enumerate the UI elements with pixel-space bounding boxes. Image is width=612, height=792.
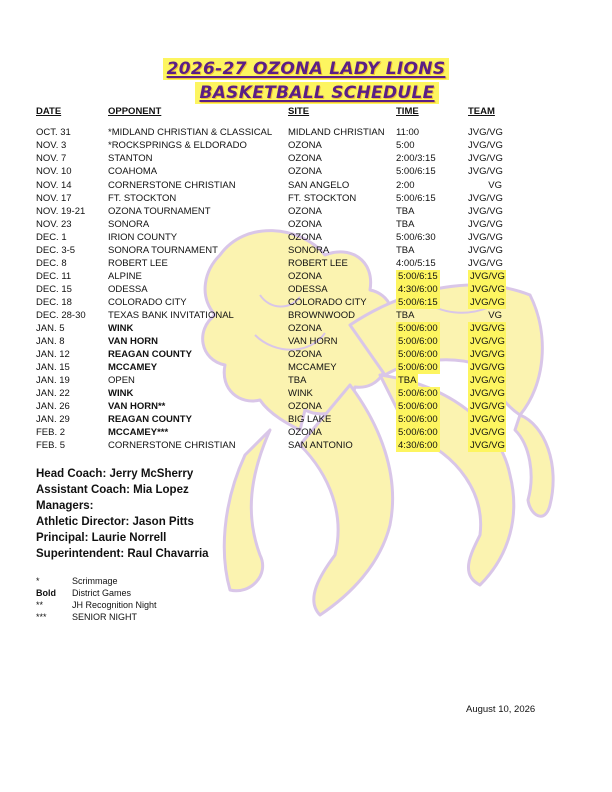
cell-time: TBA <box>396 219 415 230</box>
staff-line: Head Coach: Jerry McSherry <box>36 468 194 480</box>
cell-team: JVG/VG <box>468 153 503 164</box>
cell-site: MIDLAND CHRISTIAN <box>288 127 385 138</box>
table-row <box>0 413 612 426</box>
cell-time: 5:00/6:00 <box>398 362 438 373</box>
staff-line: Principal: Laurie Norrell <box>36 532 167 544</box>
cell-site: OZONA <box>288 140 322 151</box>
cell-time: 11:00 <box>396 127 420 138</box>
cell-opponent: WINK <box>108 323 134 334</box>
title-line-2: BASKETBALL SCHEDULE <box>195 82 438 104</box>
cell-team: JVG/VG <box>468 193 503 204</box>
cell-date: DEC. 18 <box>36 297 72 308</box>
cell-opponent: IRION COUNTY <box>108 232 178 243</box>
footer-date: August 10, 2026 <box>466 704 536 715</box>
cell-site: BIG LAKE <box>288 414 332 425</box>
cell-date: JAN. 5 <box>36 323 65 334</box>
cell-opponent: MCCAMEY*** <box>108 427 169 438</box>
cell-team: JVG/VG <box>470 297 505 308</box>
cell-time: TBA <box>396 206 415 217</box>
table-row <box>0 126 612 139</box>
cell-site: ROBERT LEE <box>288 258 348 269</box>
cell-time: 2:00 <box>396 180 415 191</box>
cell-opponent: ROBERT LEE <box>108 258 168 269</box>
cell-team: JVG/VG <box>470 323 505 334</box>
cell-opponent: OPEN <box>108 375 135 386</box>
cell-opponent: REAGAN COUNTY <box>108 349 192 360</box>
cell-opponent: STANTON <box>108 153 153 164</box>
cell-time: 5:00/6:15 <box>396 193 436 204</box>
cell-site: VAN HORN <box>288 336 338 347</box>
cell-date: JAN. 12 <box>36 349 70 360</box>
cell-team: JVG/VG <box>468 140 503 151</box>
cell-opponent: ODESSA <box>108 284 148 295</box>
cell-team: JVG/VG <box>470 414 505 425</box>
cell-site: TBA <box>288 375 307 386</box>
cell-date: JAN. 29 <box>36 414 70 425</box>
cell-date: JAN. 15 <box>36 362 70 373</box>
cell-date: NOV. 3 <box>36 140 67 151</box>
cell-opponent: COLORADO CITY <box>108 297 187 308</box>
cell-time: 5:00/6:30 <box>396 232 436 243</box>
title-line-1: 2026-27 OZONA LADY LIONS <box>163 58 450 80</box>
cell-time: 4:30/6:00 <box>398 284 438 295</box>
staff-list <box>36 466 209 562</box>
table-row <box>0 139 612 152</box>
cell-site: COLORADO CITY <box>288 297 367 308</box>
cell-time: 5:00/6:00 <box>398 414 438 425</box>
cell-time: 5:00/6:00 <box>398 401 438 412</box>
cell-date: OCT. 31 <box>36 127 71 138</box>
cell-date: NOV. 14 <box>36 180 72 191</box>
legend-description: Scrimmage <box>72 576 118 586</box>
cell-team: VG <box>488 180 502 191</box>
table-row <box>0 192 612 205</box>
cell-time: TBA <box>396 310 415 321</box>
schedule-table <box>0 126 612 452</box>
cell-opponent: CORNERSTONE CHRISTIAN <box>108 440 236 451</box>
cell-team: JVG/VG <box>470 271 505 282</box>
cell-date: FEB. 2 <box>36 427 66 438</box>
cell-time: 4:30/6:00 <box>398 440 438 451</box>
legend-symbol: ** <box>36 600 44 610</box>
cell-team: JVG/VG <box>470 336 505 347</box>
cell-team: JVG/VG <box>468 206 503 217</box>
cell-opponent: CORNERSTONE CHRISTIAN <box>108 180 236 191</box>
cell-opponent: FT. STOCKTON <box>108 193 177 204</box>
cell-opponent: VAN HORN** <box>108 401 166 412</box>
cell-team: JVG/VG <box>470 349 505 360</box>
cell-team: JVG/VG <box>470 362 505 373</box>
header-team: TEAM <box>468 106 495 117</box>
cell-team: JVG/VG <box>468 232 503 243</box>
table-row <box>0 322 612 335</box>
cell-team: JVG/VG <box>468 219 503 230</box>
cell-date: DEC. 8 <box>36 258 67 269</box>
cell-opponent: TEXAS BANK INVITATIONAL <box>108 310 234 321</box>
cell-opponent: MCCAMEY <box>108 362 158 373</box>
cell-date: NOV. 10 <box>36 166 72 177</box>
cell-team: JVG/VG <box>470 401 505 412</box>
legend-symbol: * <box>36 576 40 586</box>
cell-site: ODESSA <box>288 284 328 295</box>
table-row <box>0 152 612 165</box>
table-row <box>0 374 612 387</box>
cell-date: NOV. 23 <box>36 219 72 230</box>
table-row <box>0 387 612 400</box>
cell-site: OZONA <box>288 349 322 360</box>
header-time: TIME <box>396 106 419 117</box>
staff-line: Managers: <box>36 500 94 512</box>
cell-opponent: *MIDLAND CHRISTIAN & CLASSICAL <box>108 127 273 138</box>
header-opponent: OPPONENT <box>108 106 162 117</box>
cell-date: DEC. 1 <box>36 232 67 243</box>
cell-team: VG <box>488 310 502 321</box>
cell-opponent: SONORA TOURNAMENT <box>108 245 218 256</box>
cell-site: OZONA <box>288 166 322 177</box>
table-row <box>0 205 612 218</box>
legend-symbol: Bold <box>36 588 56 598</box>
cell-date: DEC. 3-5 <box>36 245 76 256</box>
table-row <box>0 400 612 413</box>
cell-site: OZONA <box>288 232 322 243</box>
table-row <box>0 283 612 296</box>
table-row <box>0 179 612 192</box>
cell-time: 5:00/6:15 <box>396 166 436 177</box>
cell-date: FEB. 5 <box>36 440 66 451</box>
cell-site: OZONA <box>288 271 322 282</box>
cell-time: TBA <box>396 245 415 256</box>
legend-description: SENIOR NIGHT <box>72 612 138 622</box>
table-row <box>0 426 612 439</box>
legend-description: District Games <box>72 588 132 598</box>
cell-time: 5:00/6:00 <box>398 323 438 334</box>
cell-time: 5:00/6:15 <box>398 297 438 308</box>
table-row <box>0 231 612 244</box>
cell-site: MCCAMEY <box>288 362 337 373</box>
cell-site: OZONA <box>288 401 322 412</box>
cell-site: OZONA <box>288 206 322 217</box>
cell-date: JAN. 26 <box>36 401 70 412</box>
staff-line: Assistant Coach: Mia Lopez <box>36 484 189 496</box>
cell-site: SONORA <box>288 245 330 256</box>
table-row <box>0 348 612 361</box>
cell-site: SAN ANTONIO <box>288 440 353 451</box>
cell-time: 4:00/5:15 <box>396 258 436 269</box>
schedule-title <box>0 58 612 104</box>
cell-team: JVG/VG <box>470 440 505 451</box>
cell-opponent: OZONA TOURNAMENT <box>108 206 211 217</box>
table-row <box>0 296 612 309</box>
cell-site: WINK <box>288 388 313 399</box>
cell-opponent: REAGAN COUNTY <box>108 414 192 425</box>
cell-time: 5:00/6:15 <box>398 271 438 282</box>
cell-time: 5:00 <box>396 140 415 151</box>
cell-opponent: WINK <box>108 388 134 399</box>
cell-date: JAN. 22 <box>36 388 70 399</box>
table-row <box>0 165 612 178</box>
table-row <box>0 335 612 348</box>
table-row <box>0 218 612 231</box>
cell-date: JAN. 19 <box>36 375 70 386</box>
header-site: SITE <box>288 106 310 117</box>
cell-team: JVG/VG <box>468 127 503 138</box>
cell-site: OZONA <box>288 427 322 438</box>
cell-site: OZONA <box>288 153 322 164</box>
table-row <box>0 270 612 283</box>
cell-date: JAN. 8 <box>36 336 65 347</box>
table-row <box>0 257 612 270</box>
cell-team: JVG/VG <box>468 258 503 269</box>
table-row <box>0 309 612 322</box>
cell-site: SAN ANGELO <box>288 180 350 191</box>
cell-opponent: COAHOMA <box>108 166 158 177</box>
cell-site: OZONA <box>288 219 322 230</box>
legend-description: JH Recognition Night <box>72 600 157 610</box>
cell-team: JVG/VG <box>470 284 505 295</box>
cell-time: 5:00/6:00 <box>398 427 438 438</box>
legend-symbol: *** <box>36 612 47 622</box>
cell-date: NOV. 7 <box>36 153 67 164</box>
cell-date: NOV. 19-21 <box>36 206 86 217</box>
cell-time: 2:00/3:15 <box>396 153 436 164</box>
column-headers <box>0 106 612 120</box>
cell-time: 5:00/6:00 <box>398 388 438 399</box>
cell-opponent: *ROCKSPRINGS & ELDORADO <box>108 140 247 151</box>
table-row <box>0 361 612 374</box>
table-row <box>0 244 612 257</box>
cell-date: DEC. 11 <box>36 271 72 282</box>
cell-site: BROWNWOOD <box>288 310 356 321</box>
staff-line: Superintendent: Raul Chavarria <box>36 548 209 560</box>
cell-date: NOV. 17 <box>36 193 72 204</box>
table-row <box>0 439 612 452</box>
cell-team: JVG/VG <box>468 245 503 256</box>
cell-opponent: SONORA <box>108 219 150 230</box>
cell-time: 5:00/6:00 <box>398 349 438 360</box>
cell-site: FT. STOCKTON <box>288 193 357 204</box>
staff-line: Athletic Director: Jason Pitts <box>36 516 194 528</box>
header-date: DATE <box>36 106 62 117</box>
cell-site: OZONA <box>288 323 322 334</box>
cell-team: JVG/VG <box>470 388 505 399</box>
cell-team: JVG/VG <box>470 427 505 438</box>
cell-opponent: VAN HORN <box>108 336 158 347</box>
cell-date: DEC. 28-30 <box>36 310 86 321</box>
cell-team: JVG/VG <box>470 375 505 386</box>
cell-team: JVG/VG <box>468 166 503 177</box>
cell-date: DEC. 15 <box>36 284 72 295</box>
cell-opponent: ALPINE <box>108 271 142 282</box>
cell-time: TBA <box>398 375 417 386</box>
cell-time: 5:00/6:00 <box>398 336 438 347</box>
